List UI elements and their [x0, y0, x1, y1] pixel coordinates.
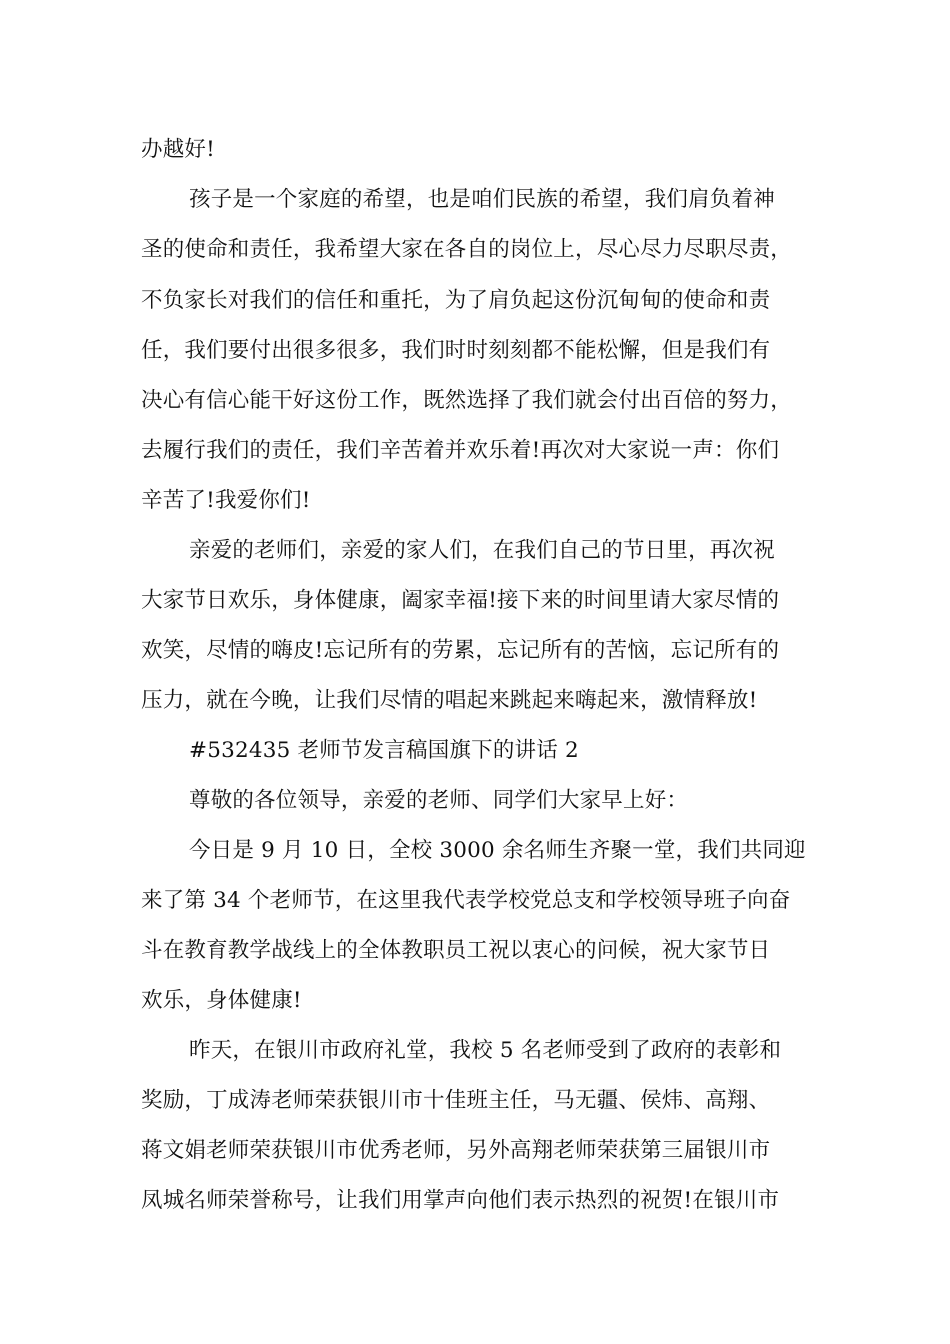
- text-line: 来了第 34 个老师节，在这里我代表学校党总支和学校领导班子向奋: [141, 888, 791, 913]
- text-line: 压力，就在今晚，让我们尽情的唱起来跳起来嗨起来，激情释放!: [141, 688, 758, 713]
- text-line: 不负家长对我们的信任和重托，为了肩负起这份沉甸甸的使命和责: [141, 288, 771, 313]
- text-line: 任，我们要付出很多很多，我们时时刻刻都不能松懈，但是我们有: [141, 338, 771, 363]
- text-line: 圣的使命和责任，我希望大家在各自的岗位上，尽心尽力尽职尽责，: [141, 237, 793, 262]
- text-line: 昨天，在银川市政府礼堂，我校 5 名老师受到了政府的表彰和: [189, 1038, 782, 1063]
- text-line: 蒋文娟老师荣获银川市优秀老师，另外高翔老师荣获第三届银川市: [141, 1138, 771, 1163]
- text-line: 办越好!: [141, 137, 215, 162]
- text-line: 决心有信心能干好这份工作，既然选择了我们就会付出百倍的努力，: [141, 388, 793, 413]
- text-line: 今日是 9 月 10 日，全校 3000 余名师生齐聚一堂，我们共同迎: [189, 838, 806, 863]
- text-line: 辛苦了!我爱你们!: [141, 488, 311, 513]
- text-line: 欢笑，尽情的嗨皮!忘记所有的劳累，忘记所有的苦恼，忘记所有的: [141, 638, 780, 663]
- text-line: 去履行我们的责任，我们辛苦着并欢乐着!再次对大家说一声：你们: [141, 438, 780, 463]
- text-line: 大家节日欢乐，身体健康，阖家幸福!接下来的时间里请大家尽情的: [141, 588, 780, 613]
- text-line: 欢乐，身体健康!: [141, 988, 302, 1013]
- text-line: 亲爱的老师们，亲爱的家人们，在我们自己的节日里，再次祝: [189, 538, 775, 563]
- text-line: 尊敬的各位领导，亲爱的老师、同学们大家早上好：: [189, 788, 689, 813]
- section-heading: #532435 老师节发言稿国旗下的讲话 2: [189, 738, 579, 763]
- text-line: 奖励，丁成涛老师荣获银川市十佳班主任，马无疆、侯炜、高翔、: [141, 1088, 771, 1113]
- text-line: 凤城名师荣誉称号，让我们用掌声向他们表示热烈的祝贺!在银川市: [141, 1188, 780, 1213]
- text-line: 斗在教育教学战线上的全体教职员工祝以衷心的问候，祝大家节日: [141, 938, 771, 963]
- text-line: 孩子是一个家庭的希望，也是咱们民族的希望，我们肩负着神: [189, 187, 775, 212]
